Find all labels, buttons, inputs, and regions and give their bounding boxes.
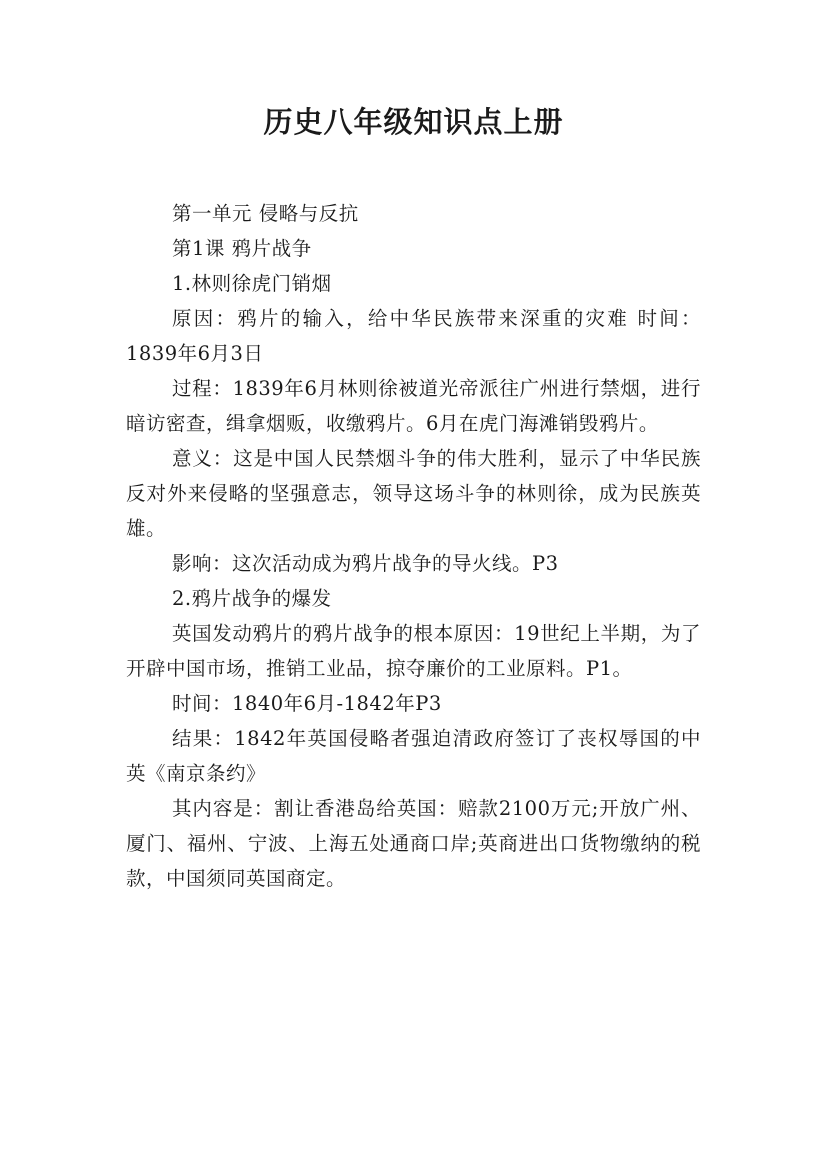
section-heading-1: 1.林则徐虎门销烟 bbox=[172, 272, 332, 295]
document-title: 历史八年级知识点上册 bbox=[263, 105, 564, 139]
lesson-heading: 第1课 鸦片战争 bbox=[172, 237, 312, 260]
paragraph-result: 结果：1842年英国侵略者强迫清政府签订了丧权辱国的中英《南京条约》 bbox=[126, 727, 701, 785]
paragraph-process: 过程：1839年6月林则徐被道光帝派往广州进行禁烟，进行暗访密查，缉拿烟贩，收缴鸦片。6月在虎门海滩销毁鸦片。 bbox=[126, 377, 701, 435]
paragraph-treaty-content: 其内容是：割让香港岛给英国：赔款2100万元;开放广州、厦门、福州、宁波、上海五处通商口岸;英商进出口货物缴纳的税款，中国须同英国商定。 bbox=[126, 797, 701, 890]
paragraph-war-time: 时间：1840年6月-1842年P3 bbox=[172, 692, 442, 715]
unit-heading: 第一单元 侵略与反抗 bbox=[172, 202, 359, 225]
paragraph-impact: 影响：这次活动成为鸦片战争的导火线。P3 bbox=[172, 552, 559, 575]
section-heading-2: 2.鸦片战争的爆发 bbox=[172, 587, 332, 610]
paragraph-cause-time: 原因：鸦片的输入，给中华民族带来深重的灾难 时间：1839年6月3日 bbox=[126, 307, 701, 365]
document-body bbox=[126, 196, 701, 896]
paragraph-significance: 意义：这是中国人民禁烟斗争的伟大胜利，显示了中华民族反对外来侵略的坚强意志，领导这场斗争的林则徐，成为民族英雄。 bbox=[126, 447, 701, 540]
paragraph-root-cause: 英国发动鸦片的鸦片战争的根本原因：19世纪上半期，为了开辟中国市场，推销工业品，掠夺廉价的工业原料。P1。 bbox=[126, 622, 701, 680]
